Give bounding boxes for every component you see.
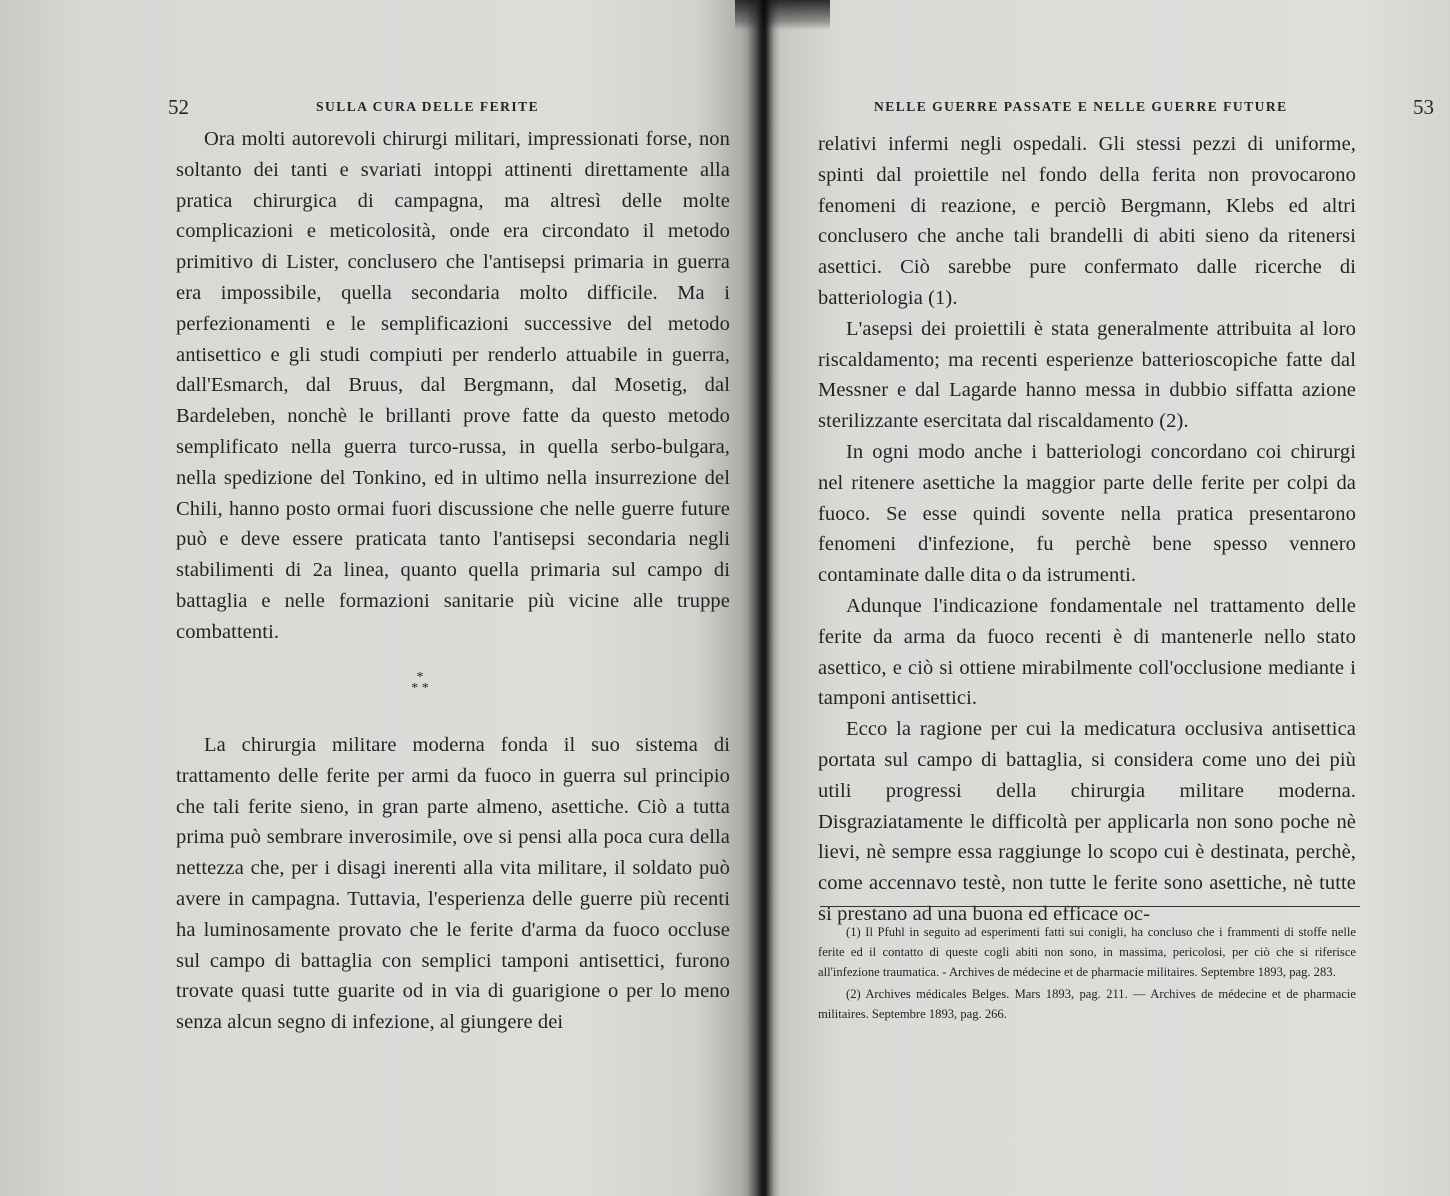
paragraph: La chirurgia militare moderna fonda il suo sistema di trattamento delle ferite per armi da fuoco in guerra sul principio che tali ferite sieno, in gran parte almeno, asettiche. Ciò a tutta prima può sembrare inverosimile, ove si pensi alla poca cura della nettezza che, per i disagi inerenti alla vita militare, il soldato può avere in campagna. Tuttavia, l'esperienza delle guerre più recenti ha luminosamente provato che le ferite d'arma da fuoco occluse sul campo di battaglia con semplici tamponi antisettici, furono trovate quasi tutte guarite od in via di guarigione o per lo meno senza alcun segno di infezione, al giungere dei [176,734,730,1034]
paragraph: relativi infermi negli ospedali. Gli stessi pezzi di uniforme, spinti dal proiettile nel fondo della ferita non provocarono fenomeni di reazione, e perciò Bergmann, Klebs ed altri conclusero che anche tali brandelli di abiti sieno da ritenersi asettici. Ciò sarebbe pure confermato dalle ricerche di batteriologia (1). [818,133,1356,309]
section-break-asterism: * * * [411,670,429,696]
right-body [818,129,1356,930]
footnote-rule [820,906,1360,907]
left-body-lower [176,730,730,1038]
running-title: NELLE GUERRE PASSATE E NELLE GUERRE FUTURE [874,99,1288,114]
paragraph: Adunque l'indicazione fondamentale nel trattamento delle ferite da arma da fuoco recenti è di mantenerle nello stato asettico, e ciò si ottiene mirabilmente coll'occlusione mediante i tamponi antisettici. [818,594,1356,710]
page-number: 52 [168,95,189,119]
right-header [874,95,1434,125]
footnotes [818,922,1356,1026]
left-body-upper [176,124,730,648]
page-number: 53 [1413,95,1434,119]
paragraph: Ora molti autorevoli chirurgi militari, impressionati forse, non soltanto dei tanti e svariati intoppi attinenti direttamente alla pratica chirurgica di campagna, ma altresì delle molte complicazioni e meticolosità, onde era circondato il metodo primitivo di Lister, conclusero che l'antisepsi primaria in guerra era impossibile, quella secondaria molto difficile. Ma i perfezionamenti e le semplificazioni successive del metodo antisettico e gli studi compiuti per renderlo attuabile in guerra, dall'Esmarch, dal Bruus, dal Bergmann, dal Mosetig, dal Bardeleben, nonchè le brillanti prove fatte da questo metodo semplificato nella guerra turco-russa, in quella serbo-bulgara, nella spedizione del Tonkino, ed in ultimo nella insurrezione del Chili, hanno posto ormai fuori discussione che nelle guerre future può e deve essere praticata tanto l'antisepsi secondaria negli stabilimenti di 2a linea, quanto quella primaria sul campo di battaglia e nelle formazioni sanitarie più vicine alle truppe combattenti. [176,128,730,643]
right-page [770,0,1450,1196]
paragraph: Ecco la ragione per cui la medicatura occlusiva antisettica portata sul campo di battaglia, si considera come uno dei più utili progressi della chirurgia militare moderna. Disgraziatamente le difficoltà per applicarla non sono poche nè lievi, nè sempre essa raggiunge lo scopo cui è destinata, perchè, come accennavo testè, non tutte le ferite sono asettiche, nè tutte si prestano ad una buona ed efficace oc- [818,718,1356,925]
footnote: (1) Il Pfuhl in seguito ad esperimenti fatti sui conigli, ha concluso che i frammenti di stoffe nelle ferite ed il contatto di queste cogli abiti non sono, in massima, pericolosi, per ciò che si riferisce all'infezione traumatica. - Archives de médecine et de pharmacie militaires. Septembre 1893, pag. 283. [818,925,1356,979]
left-header [168,95,728,125]
footnote: (2) Archives médicales Belges. Mars 1893, pag. 211. — Archives de médecine et de pharmacie militaires. Septembre 1893, pag. 266. [818,987,1356,1021]
paragraph: L'asepsi dei proiettili è stata generalmente attribuita al loro riscaldamento; ma recenti esperienze batterioscopiche fatte dal Messner e dal Lagarde hanno messa in dubbio siffatta azione sterilizzante esercitata dal riscaldamento (2). [818,317,1356,433]
paragraph: In ogni modo anche i batteriologi concordano coi chirurgi nel ritenere asettiche la maggior parte delle ferite per colpi da fuoco. Se esse quindi sovente nella pratica presentarono fenomeni d'infezione, fu perchè bene spesso vennero contaminate dalle dita o da istrumenti. [818,440,1356,587]
running-title: SULLA CURA DELLE FERITE [316,99,540,114]
